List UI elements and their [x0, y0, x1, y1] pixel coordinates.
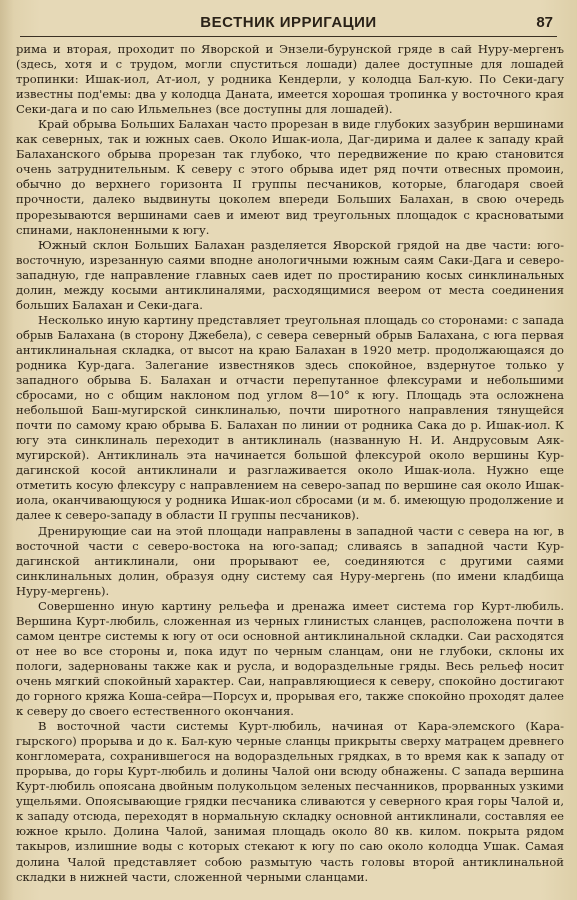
paragraph: В восточной части системы Курт-любиль, начиная от Кара-элемского (Кара-гырского) прорыва и до к. Бал-кую черные сланцы прикрыты сверху матрацем древнего конгломерата, сохранившегося на водораздельных грядках, в то время как к западу от прорыва, до горы Курт-любиль и долины Чалой они всюду обнажены. С запада вершина Курт-любиль опоясана двойным полукольцом зеленых песчанников, прорванных узкими ущельями. Опоясывающие грядки песчаника сливаются у северного края горы Чалой и, к западу отсюда, переходят в нормальную складку основной антиклинали, составляя ее южное крыло. Долина Чалой, занимая площадь около 80 кв. килом. покрыта рядом такыров, излишние воды с которых стекают к югу по саю около колодца Ушак. Самая долина Чалой представляет собою размытую часть головы второй антиклинальной складки в нижней части, сложенной черными сланцами. [16, 719, 564, 884]
paragraph: Край обрыва Больших Балахан часто прорезан в виде глубоких зазубрин вершинами как северных, так и южных саев. Около Ишак-иола, Даг-дирима и далее к западу край Балаханского обрыва прорезан так глубоко, что передвижение по краю становится очень затруднительным. К северу с этого обрыва идет ряд почти отвесных промоин, обычно до верхнего горизонта II группы песчаников, которые, благодаря своей прочности, далеко выдвинуты цоколем впереди Больших Балахан, в свою очередь прорезываются вершинами саев и имеют вид треугольных площадок с красноватыми спинами, наклоненными к югу. [16, 117, 564, 237]
article-body [16, 42, 564, 885]
running-header [20, 10, 557, 37]
paragraph: Совершенно иную картину рельефа и дренажа имеет система гор Курт-любиль. Вершина Курт-любиль, сложенная из черных глинистых сланцев, расположена почти в самом центре системы к югу от оси основной антиклинальной складки. Саи расходятся от нее во все стороны и, пока идут по черным сланцам, они не глубоки, склоны их пологи, задернованы также как и русла, и водораздельные гряды. Весь рельеф носит очень мягкий спокойный характер. Саи, направляющиеся к северу, спокойно достигают до горного кряжа Коша-сейра—Порсух и, прорывая его, также спокойно проходят далее к северу до своего естественного окончания. [16, 598, 564, 719]
paragraph-continuation: рима и вторая, проходит по Яворской и Энзели-бурунской гряде в сай Нуру-мергенъ (здесь, хотя и с трудом, могли спуститься лошади) далее доступные для лошадей тропинки: Ишак-иол, Ат-иол, у родника Кендерли, у колодца Бал-кую. По Секи-дагу известны под'емы: два у колодца Даната, имеется хорошая тропинка у восточного края Секи-дага и по саю Ильмельнез (все доступны для лошадей). [16, 42, 564, 117]
paragraph: Дренирующие саи на этой площади направлены в западной части с севера на юг, в восточной части с северо-востока на юго-запад; сливаясь в западной части Кур-дагинской антиклинали, они прорывают ее, соединяются с другими саями синклинальных долин, образуя одну систему сая Нуру-мергень (по имени кладбища Нуру-мергень). [16, 523, 564, 598]
page-number: 87 [536, 14, 553, 31]
paragraph: Несколько иную картину представляет треугольная площадь со сторонами: с запада обрыв Балахана (в сторону Джебела), с севера северный обрыв Балахана, с юга первая антиклинальная складка, от высот на краю Балахан в 1920 метр. продолжающаяся до родника Кур-дага. Залегание известняков здесь спокойное, вздернутое только у западного обрыва Б. Балахан и отчасти перепутанное флексурами и небольшими сбросами, но с общим наклоном под углом 8—10° к югу. Площадь эта осложнена небольшой Баш-мугирской синклиналью, почти широтного направления тянущейся почти по самому краю обрыва Б. Балахан по линии от родника Сака до р. Ишак-иол. К югу эта синклиналь переходит в антиклиналь (названную Н. И. Андрусовым Аяк-мугирской). Антиклиналь эта начинается большой флексурой около вершины Кур-дагинской косой антиклинали и разглаживается около Ишак-иола. Нужно еще отметить косую флексуру с направлением на северо-запад по вершине сая около Ишак-иола, оканчивающуюся у родника Ишак-иол сбросами (и м. б. имеющую продолжение и далее к северо-западу в области II группы песчаников). [16, 312, 564, 523]
paragraph: Южный склон Больших Балахан разделяется Яворской грядой на две части: юго-восточную, изрезанную саями вподне анологичными южным саям Саки-Дага и северо-западную, где направление главных саев идет по простиранию косых синклинальных долин, между косыми антиклиналями, расходящимися веером от места соединения больших Балахан и Секи-дага. [16, 237, 564, 312]
journal-title: ВЕСТНИК ИРРИГАЦИИ [200, 14, 377, 31]
